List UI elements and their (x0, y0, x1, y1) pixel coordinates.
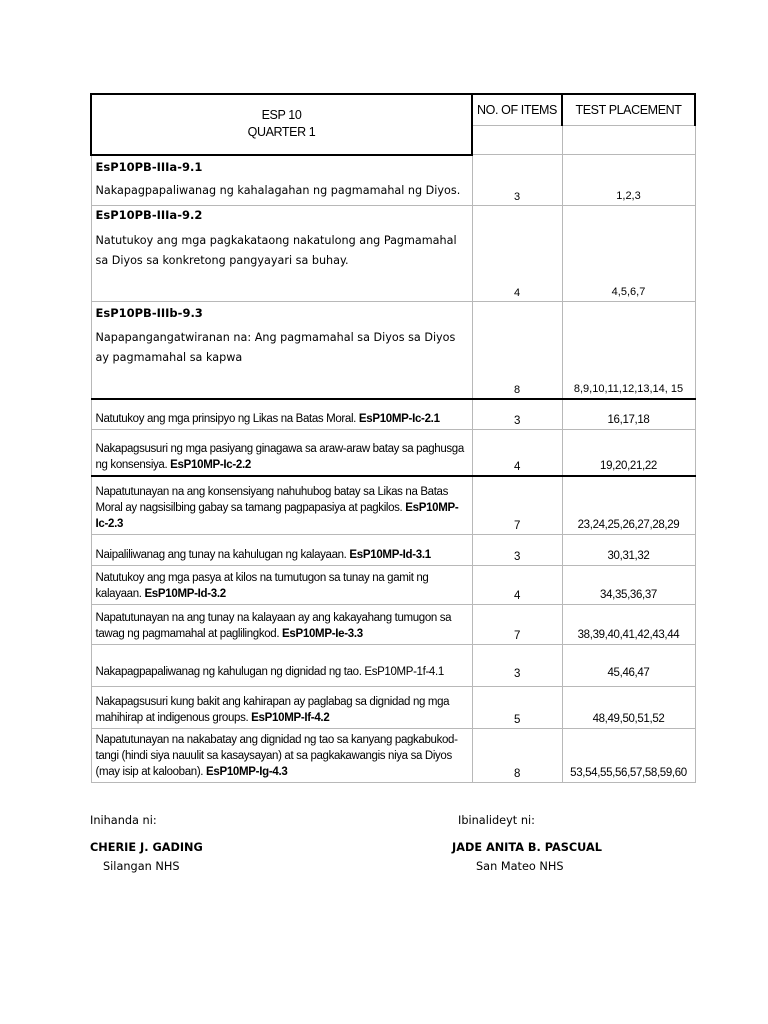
placement-column-header: TEST PLACEMENT (562, 94, 695, 126)
competency-description: Nakapagsusuri ng mga pasiyang ginagawa sa araw-araw batay sa paghusga ng konsensiya. (95, 442, 464, 471)
competency-cell (91, 399, 472, 430)
items-count: 8 (472, 302, 562, 399)
table-row (91, 476, 695, 535)
test-placement: 8,9,10,11,12,13,14, 15 (562, 302, 695, 399)
competency-description: Napatutunayan na ang tunay na kalayaan ay ang kakayahang tumugon sa tawag ng pagmamahal at paglilingkod. (95, 612, 452, 640)
items-count: 3 (472, 535, 562, 566)
table-row (91, 605, 695, 645)
items-count: 8 (472, 729, 562, 783)
competency-description: Napatutunayan na ang konsensiyang nahuhubog batay sa Likas na Batas Moral ay nagsisilbing gabay sa tamang pagpapasiya at pagkilos. (95, 486, 449, 514)
items-count: 4 (472, 206, 562, 302)
items-count: 7 (472, 605, 562, 645)
table-row (91, 206, 695, 302)
competency-description: Nakapagpapaliwanag ng kahalagahan ng pagmamahal ng Diyos. (95, 183, 461, 197)
table-row (91, 687, 695, 729)
table-row (91, 399, 695, 430)
competency-cell (91, 687, 472, 729)
test-placement: 38,39,40,41,42,43,44 (562, 605, 695, 645)
competency-code: EsP10MP-Id-3.1 (349, 549, 431, 561)
test-placement: 23,24,25,26,27,28,29 (562, 476, 695, 535)
test-placement: 1,2,3 (562, 155, 695, 206)
table-row (91, 535, 695, 566)
items-count: 3 (472, 399, 562, 430)
test-placement: 30,31,32 (562, 535, 695, 566)
competency-description: Nakapagsusuri kung bakit ang kahirapan ay paglabag sa dignidad ng mga mahihirap at indigenous groups. (95, 696, 450, 724)
competency-description: Natutukoy ang mga pasya at kilos na tumutugon sa tunay na gamit ng kalayaan. (95, 572, 429, 600)
competency-cell (91, 476, 472, 535)
blank-header-cell (562, 126, 695, 155)
competency-cell (91, 566, 472, 605)
items-count: 5 (472, 687, 562, 729)
prepared-by-name: CHERIE J. GADING (90, 841, 203, 854)
competency-cell (91, 645, 472, 687)
competency-code: EsP10MP-Ie-3.3 (282, 628, 363, 640)
competency-description: Nakapagpapaliwanag ng kahulugan ng dignidad ng tao. EsP10MP-1f-4.1 (95, 666, 444, 678)
competency-code: EsP10PB-IIIb-9.3 (95, 306, 203, 320)
competency-code: EsP10MP-Ic-2.1 (358, 413, 440, 425)
competency-description: Napapangangatwiranan na: Ang pagmamahal sa Diyos sa Diyos ay pagmamahal sa kapwa (95, 331, 456, 364)
test-placement: 16,17,18 (562, 399, 695, 430)
test-placement: 53,54,55,56,57,58,59,60 (562, 729, 695, 783)
table-row (91, 566, 695, 605)
competency-cell (91, 535, 472, 566)
test-specification-table (90, 93, 696, 783)
test-placement: 34,35,36,37 (562, 566, 695, 605)
competency-cell (91, 605, 472, 645)
competency-code: EsP10MP-Ic-2.2 (170, 458, 251, 471)
prepared-by-school: Silangan NHS (103, 860, 180, 873)
competency-cell (91, 206, 472, 302)
table-row (91, 302, 695, 399)
table-row (91, 155, 695, 206)
competency-cell (91, 302, 472, 399)
competency-description: Natutukoy ang mga prinsipyo ng Likas na Batas Moral. (95, 413, 359, 425)
validated-by-label: Ibinalideyt ni: (458, 814, 535, 827)
competency-code: EsP10MP-If-4.2 (251, 712, 330, 724)
items-count: 3 (472, 155, 562, 206)
table-row (91, 729, 695, 783)
subject-header-cell (91, 94, 472, 155)
items-count: 4 (472, 430, 562, 476)
competency-description: Naipaliliwanag ang tunay na kahulugan ng kalayaan. (95, 549, 350, 561)
items-count: 4 (472, 566, 562, 605)
competency-description: Natutukoy ang mga pagkakataong nakatulong ang Pagmamahal sa Diyos sa konkretong pangyayari sa buhay. (95, 234, 457, 267)
competency-cell (91, 155, 472, 206)
competency-description: Napatutunayan na nakabatay ang dignidad ng tao sa kanyang pagkabukod-tangi (hindi siya nauulit sa kasaysayan) at sa pagkakawangis niya sa Diyos (may isip at kalooban). (95, 734, 458, 778)
competency-cell (91, 430, 472, 476)
test-placement: 4,5,6,7 (562, 206, 695, 302)
blank-header-cell (472, 126, 562, 155)
table-row (91, 645, 695, 687)
prepared-by-label: Inihanda ni: (90, 814, 157, 827)
competency-code: EsP10MP-Ig-4.3 (206, 766, 288, 778)
competency-cell (91, 729, 472, 783)
competency-code: EsP10PB-IIIa-9.2 (95, 208, 203, 222)
validated-by-name: JADE ANITA B. PASCUAL (452, 841, 602, 854)
test-placement: 45,46,47 (562, 645, 695, 687)
subject-title: ESP 10 (261, 108, 302, 123)
test-placement: 48,49,50,51,52 (562, 687, 695, 729)
table-header-row (91, 94, 695, 126)
items-column-header: NO. OF ITEMS (472, 94, 562, 126)
table-row (91, 430, 695, 476)
items-count: 3 (472, 645, 562, 687)
test-placement: 19,20,21,22 (562, 430, 695, 476)
quarter-title: QUARTER 1 (247, 125, 316, 140)
competency-code: EsP10PB-IIIa-9.1 (95, 159, 203, 174)
items-count: 7 (472, 476, 562, 535)
competency-code: EsP10MP-Id-3.2 (144, 588, 226, 600)
validated-by-school: San Mateo NHS (476, 860, 564, 873)
competency-code: EsP10MP-Ic-2.3 (95, 502, 459, 530)
